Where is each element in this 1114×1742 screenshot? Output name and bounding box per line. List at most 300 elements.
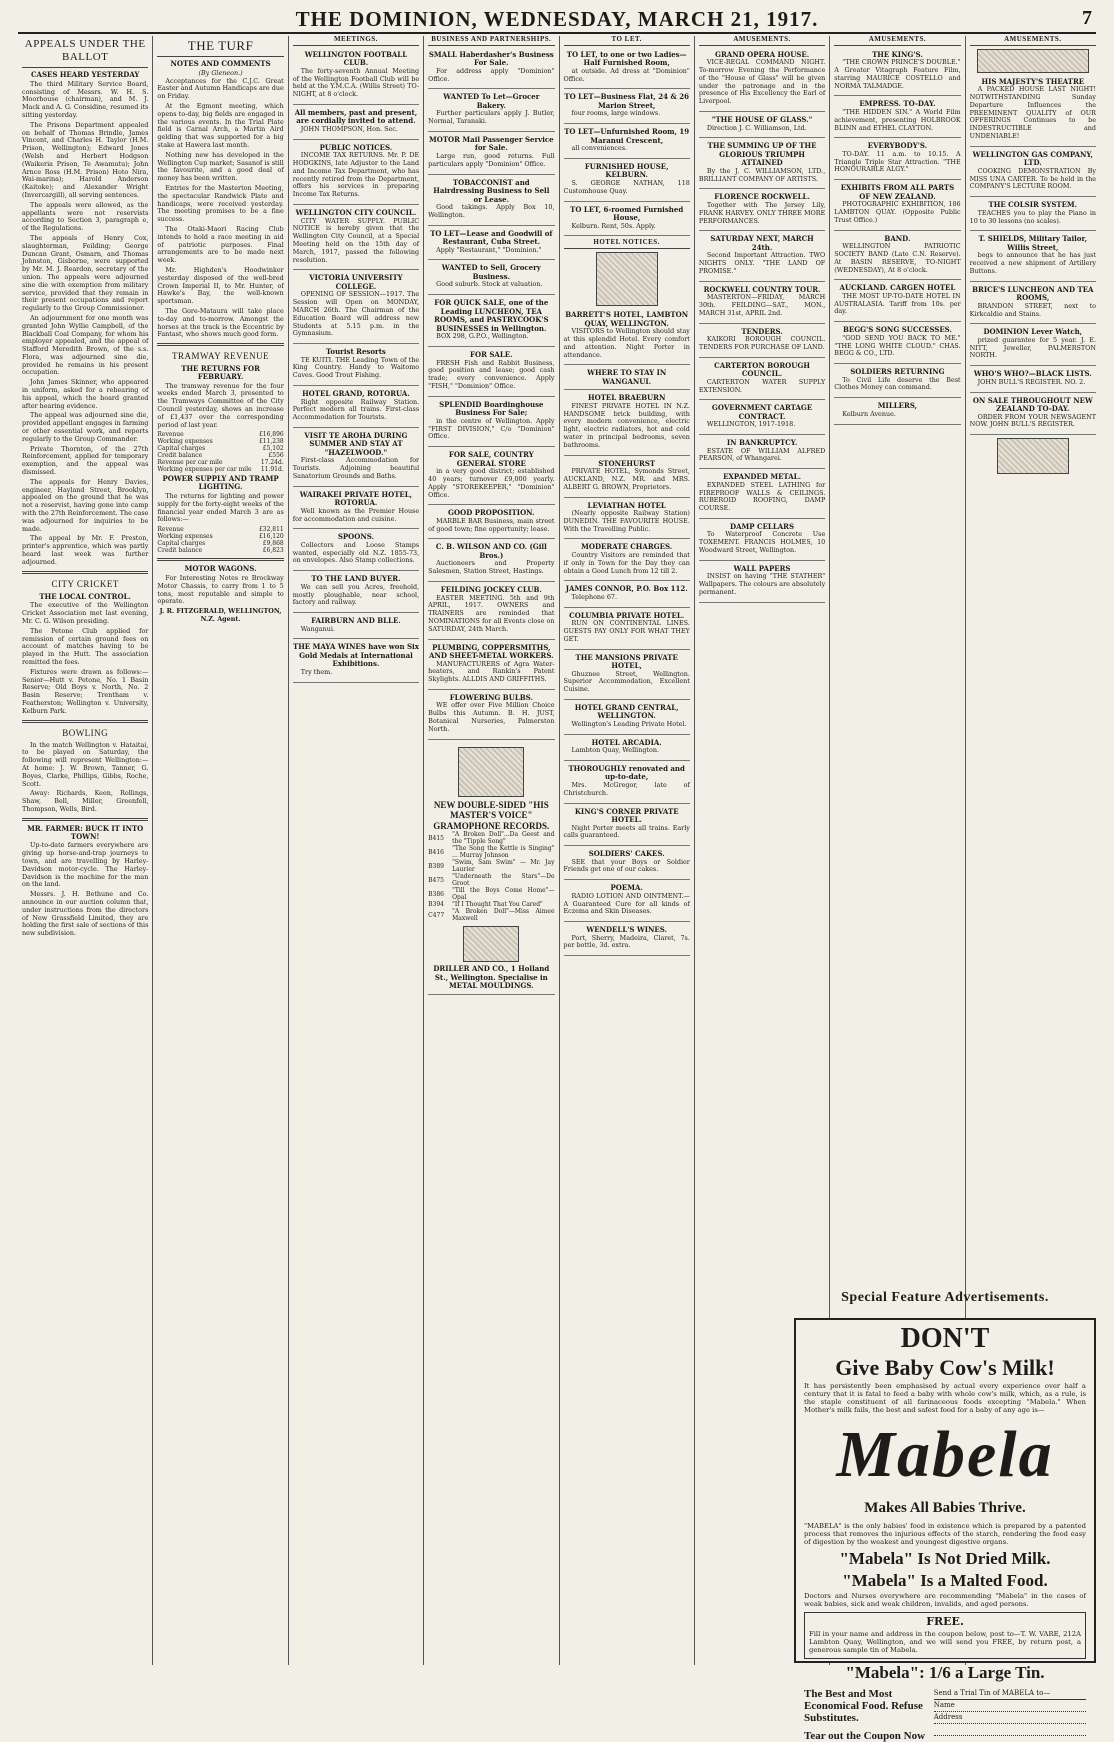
ad-caption: C. B. WILSON AND CO. (Gill Bros.) [435,542,547,560]
gramophone-ad [428,742,554,995]
ad-body: in a very good district; established 40 years; turnover £9,000 yearly. Apply "STOREKEEPER," "Dominion" Office. [428,467,555,499]
ad-body: Wellington's Leading Private Hotel. [571,719,687,728]
hotel-notices-head: HOTEL NOTICES. [564,239,690,249]
ad-caption: POEMA. [610,883,643,893]
ad-caption: SOLDIERS' CAKES. [588,849,665,859]
classified-ad [834,233,960,281]
turf-subhead: NOTES AND COMMENTS [170,59,271,68]
ad-caption: THOROUGHLY renovated and up-to-date, [568,763,685,782]
column-2 [153,36,288,1665]
ad-caption: GOOD PROPOSITION. [448,508,535,518]
ad-body: MANUFACTURERS of Agra Water-heaters, and Rankin's Patent Skylights. ALLDIS AND GRIFFITHS. [428,659,555,684]
mabela-footer [804,1688,1086,1742]
record-row [428,901,554,908]
tramway-headline: TRAMWAY REVENUE [172,351,270,362]
ad-caption: KING'S CORNER PRIVATE HOTEL. [574,806,679,825]
article-paragraph: Private Thornton, of the 27th Reinforcement, applied for temporary exemption, and the appeal was dismissed. [22,444,149,477]
classified-ad [564,541,690,581]
record-number: B416 [428,848,444,856]
classified-ad [699,437,825,469]
classified-ad [293,388,419,428]
ballot-headline: APPEALS UNDER THE BALLOT [24,38,146,63]
power-intro: The returns for lighting and power supply for the forty-eight weeks of the financial year ended March 3 are as follows:— [157,492,284,524]
ad-caption: GRAND OPERA HOUSE. [714,49,810,59]
classified-ad [834,282,960,322]
mabela-intro: It has persistently been emphasised by actual every experience over half a century that it is fatal to feed a baby with whole cow's milk, which, as a rule, is the staple constituent of all farinaceous foods excepting "Mabela." When Mother's milk fails, the best and safest food for a baby of any age is— [804,1382,1086,1414]
row-label: Working expenses per car mile [157,466,252,474]
tramway-intro: The tramway revenue for the four weeks ended March 3, presented to the Tramways Committee of the City Council yesterday, shows an increase of £1,437 over the corresponding period of last year. [157,381,284,429]
classified-ad [564,500,690,540]
article-paragraph: Mr. Highden's Hoodwinker yesterday disposed of the well-bred Crown Imperial II, to Mr. Hunter, of Hawke's Bay, the well-known sportsman. [157,265,284,306]
tolet-ads [564,49,690,237]
record-row [428,873,554,887]
mabela-coupon[interactable] [934,1688,1086,1736]
classified-ad [834,98,960,138]
mabela-body: "MABELA" is the only babies' food in existence which is prepared by a patented process that removes the injurious effects of the starch, rendering the food easy of digestion by the weakest and youngest digestive organs. [804,1522,1086,1546]
table-row [157,526,283,533]
classified-ad [834,366,960,398]
classified-ad [970,395,1096,436]
ad-caption: HIS MAJESTY'S THEATRE [981,76,1085,86]
ad-body: INCOME TAX RETURNS. Mr. P. DE HODGKINS, late Adjuster to the Land and Income Tax Department, who has recently retired from the Department, offers his services in preparing Income Tax Returns. [292,151,420,199]
ad-body: For address apply "Dominion" Office. [428,66,555,83]
power-table [157,526,283,554]
ad-caption: FOR SALE. [470,350,513,360]
ad-caption: FURNISHED HOUSE, KELBURN. [584,161,669,180]
ad-body: PHOTOGRAPHIC EXHIBITION, 186 LAMBTON QUAY. (Opposite Public Trust Office.) [834,200,961,224]
ad-caption: MODERATE CHARGES. [581,542,673,552]
turf-headline: THE TURF [187,38,254,53]
ad-caption: BAND. [884,233,911,243]
classified-ad [834,182,960,230]
turf-byline: (By Gleneon.) [198,68,243,77]
ad-caption: BARRETT'S HOTEL, LAMBTON QUAY, WELLINGTON. [565,310,689,328]
ad-body: RUN ON CONTINENTAL LINES. GUESTS PAY ONLY FOR WHAT THEY GET. [563,619,690,643]
masthead [18,6,1096,34]
ad-body: Right opposite Railway Station. Perfect modern all trains. First-class Accommodation for Tourists. [292,397,420,422]
classified-ad [699,326,825,358]
column-5 [560,36,695,1665]
ad-body: COOKING DEMONSTRATION By MISS UNA CARTER. To be held in the COMPANY'S LECTURE ROOM. [969,166,1096,191]
ad-body: Together with The Jersey Lily, FRANK HARVEY. ONLY THREE MORE PERFORMANCES. [698,200,826,225]
ad-caption: AUCKLAND. CARGEN HOTEL [839,283,956,293]
mabela-best-food: The Best and Most Economical Food. Refuse Substitutes. [804,1688,923,1724]
ad-body: TE KUITI. THE Leading Town of the King Country. Handy to Waitomo Caves. Good Trout Fishing. [292,355,420,380]
classified-ad [428,49,554,90]
column-1 [18,36,153,1665]
classified-ad [699,563,825,603]
classified-ad [834,324,960,364]
ad-caption: PUBLIC NOTICES. [319,142,393,152]
mabela-foot-left [804,1688,928,1742]
ad-caption: THE SUMMING UP OF THE GLORIOUS TRIUMPH ATTAINED [707,141,817,168]
ad-caption: EVERYBODY'S. [867,141,928,151]
classified-ad [834,400,960,424]
row-value: 17.24d. [260,459,284,467]
ad-caption: VICTORIA UNIVERSITY COLLEGE. [309,273,403,291]
classified-ad [428,177,554,226]
classified-ad [970,284,1096,325]
ad-body: WELLINGTON PATRIOTIC SOCIETY BAND (Late C.N. Reserve). At BASIN RESERVE, TO-NIGHT (WEDNESDAY), At 8 o'clock. [834,242,961,274]
row-value: £11,238 [258,438,284,446]
ad-body: (Nearly opposite Railway Station) DUNEDIN. THE FAVOURITE HOUSE. With the Travelling Public. [563,509,690,533]
mabela-free-box [804,1612,1086,1659]
ad-caption: SMALL Haberdasher's Business For Sale. [428,49,554,68]
ad-body: Good takings. Apply Box 10, Wellington. [428,203,555,219]
ad-caption: BEGG'S SONG SUCCESSES. [842,325,952,335]
ad-body: First-class Accommodation for Tourists. Adjoining beautiful Sanatorium Grounds and Baths. [292,456,420,480]
ad-body: PRIVATE HOTEL, Symonds Street, AUCKLAND, N.Z. MR. and MRS. ALBERT G. BROWN, Proprietors. [563,467,690,491]
farmer-headline: MR. FARMER: BUCK IT INTO TOWN! [27,823,144,841]
tramway-subhead: THE RETURNS FOR FEBRUARY. [181,364,260,381]
article-paragraph: The executive of the Wellington Cricket Association met last evening, Mr. C. G. Wilson presiding. [22,601,149,625]
classified-ad [970,368,1096,392]
barretts-hotel-illustration [596,252,658,306]
article-paragraph: The appeals for Henry Davies, engineer, Hayland Street, Brooklyn, appealed on the ground that he was not a reservist, having gone into camp with the 27th Reinforcement. The case was adjourned for inquiries to be made. [22,477,149,533]
ad-caption: WALL PAPERS [733,563,791,573]
article-paragraph: Messrs. J. H. Bethune and Co. announce in our auction column that, under instructions from the directors of New Grassfield Limited, they are holding the first sale of sections of this new subdivision. [22,890,149,938]
classified-ad [564,924,690,956]
ad-body: VISITORS to Wellington should stay at this splendid Hotel. Every comfort and attention. Night Porter in attendance. [563,327,690,359]
record-title: "A Broken Doll"...Da Geest and the "Tipple Song" [452,831,555,846]
ad-body: CITY WATER SUPPLY. PUBLIC NOTICE is hereby given that the Wellington City Council, at a Special Meeting held on the 15th day of March, 1917, passed the following resolution. [292,216,420,264]
classified-ad [428,228,554,261]
classified-ad [564,91,690,124]
classified-ad [428,91,554,132]
turf-article [157,78,283,340]
classified-ad [699,402,825,435]
classified-ad [428,541,554,582]
ad-caption: WELLINGTON FOOTBALL CLUB. [304,49,408,68]
special-feature-heading: Special Feature Advertisements. [841,1290,1049,1305]
classified-ad [564,161,690,202]
ad-caption: SPLENDID Boardinghouse Business For Sale; [439,399,544,418]
ad-caption: WELLINGTON CITY COUNCIL. [295,208,417,218]
classified-ad [428,642,554,690]
ad-caption: WHERE TO STAY IN WANGANUI. [587,368,667,386]
farmer-article [22,842,148,938]
classified-ad [970,233,1096,281]
row-label: Credit balance [157,547,203,555]
record-number: B389 [428,862,444,870]
classified-ad [564,737,690,761]
ballot-article [22,81,148,567]
classified-ad [699,233,825,281]
record-title: "The Song the Kettle is Singing" ... Murray Johnson [452,845,555,860]
classified-ad [970,326,1096,366]
theatre-and-retail-ads [970,76,1096,435]
ad-body: Lambton Quay, Wellington. [571,746,659,755]
ad-body: all conveniences. [571,144,628,153]
coupon-address-field[interactable]: Address [934,1712,1086,1724]
ad-caption: WENDELL'S WINES. [586,925,667,935]
classified-ad [564,583,690,607]
ad-caption: HOTEL ARCADIA. [591,737,662,747]
cricket-article [22,602,148,715]
classified-ad [293,489,419,530]
ad-body: EXPANDED STEEL LATHING for FIREPROOF WALLS & CEILINGS. RUBEROID ROOFING, DAMP COURSE. [698,480,826,513]
classified-ad [428,449,554,505]
ad-caption: HOTEL GRAND CENTRAL, WELLINGTON. [574,702,679,721]
classified-ad [699,521,825,561]
row-value: 11.91d. [260,466,284,474]
ad-caption: FLORENCE ROCKWELL. [714,192,810,202]
coupon-address-line[interactable] [934,1724,1086,1736]
row-value: £16,896 [258,431,284,439]
record-number: B415 [428,834,444,842]
article-paragraph: Away: Richards, Keen, Rollings, Shaw, Bell, Miller, Greenfell, Thompson, Wells, Bird. [22,789,149,813]
classified-ad [428,262,554,295]
classified-ad [564,702,690,735]
ad-caption: THE KING'S. [872,49,923,59]
ad-caption: All members, past and present, are cordially invited to attend. [294,107,418,126]
classified-ad [834,140,960,180]
ad-body: prized guarantee for 5 year. J. E. NITT, Jeweller, PALMERSTON NORTH. [969,335,1096,360]
classified-ad [564,309,690,365]
ad-body: Collectors and Loose Stamps wanted, especially old N.Z. 1855-73, on envelopes. Also Stamp collections. [292,540,420,565]
classified-ad [428,297,554,347]
amusements-column-head-1: AMUSEMENTS. [699,36,825,46]
his-majestys-banner [977,49,1089,73]
record-number: B386 [428,890,444,898]
classified-ad [699,191,825,231]
mabela-body-2: Doctors and Nurses everywhere are recommending "Mabela" in the cases of weak babies, sick and weak children, invalids, and aged persons. [804,1592,1086,1608]
ad-caption: EXPANDED METAL. [723,472,802,482]
motor-signature: J. R. FITZGERALD, WELLINGTON, N.Z. Agent. [159,607,282,624]
business-column-head: BUSINESS AND PARTNERSHIPS. [428,36,554,46]
ad-body: BOX 298, G.P.O., Wellington. [436,332,529,341]
classified-ad [699,360,825,401]
classified-ad [970,149,1096,197]
ad-body: MASTERTON—FRIDAY, MARCH 30th. FEILDING—SAT., MON., MARCH 31st, APRIL 2nd. [698,293,826,317]
ad-body: We can sell you Acres, freehold, mostly ploughable, near school, factory and railway. [292,582,420,607]
artillery-illustration [997,438,1069,474]
ad-body: RADIO LOTION AND OINTMENT.—A Guaranteed Cure for all kinds of Eczema and Skin Diseases. [563,891,690,916]
ad-body: Try them. [300,667,333,676]
record-title: "Swim, Sam Swim" — Mr. Jay Laurier [452,859,555,874]
mabela-tear-out: Tear out the Coupon Now [804,1730,926,1742]
record-number: C477 [428,911,445,919]
ad-caption: HOTEL BRAEBURN [588,393,666,403]
table-row [157,452,283,459]
ad-caption: TO LET, 6-roomed Furnished House, [570,204,684,223]
classified-ad [699,49,825,112]
ad-body: SEE that your Boys or Soldier Friends get one of our cakes. [563,857,690,874]
ad-body: "THE CROWN PRINCE'S DOUBLE." A Greater Vitagraph Feature Film, starring MAURICE COSTELLO and NORMA TALMADGE. [834,58,961,90]
classified-ad [428,507,554,539]
classified-ad [428,349,554,397]
table-row [157,540,283,547]
motor-text: For Interesting Notes re Brockway Motor Chassis, to carry from 1 to 5 tons, most reputable and simple to operate. [157,574,284,606]
ad-body: WE offer over Five Million Choice Bulbs this Autumn. B. H. JUST, Botanical Nurseries, Palmerston North. [428,701,555,733]
ad-body: KAIKORI BOROUGH COUNCIL. TENDERS FOR PURCHASE OF LAND. [698,335,826,351]
ad-caption: T. SHIELDS, Military Tailor, Willis Street, [978,234,1088,252]
classified-ad [699,114,825,138]
record-row [428,831,554,845]
ad-caption: MOTOR Mail Passenger Service for Sale. [429,134,554,153]
classified-ad [293,615,419,639]
ad-body: TEACHES you to play the Piano in 10 to 30 lessons (no scales). [969,208,1096,225]
ad-body: Second Important Attraction. TWO NIGHTS ONLY. "THE LAND OF PROMISE." [698,251,826,275]
classified-ad [564,367,690,390]
ballot-subhead: CASES HEARD YESTERDAY [30,70,140,79]
record-title: "A Broken Doll"—Miss Aimee Maxwell [452,908,555,923]
ad-caption: TO LET—Lease and Goodwill of Restaurant, Cuba Street. [430,228,553,247]
ad-caption: BRICE'S LUNCHEON AND TEA ROOMS, [972,284,1094,303]
ad-caption: TOBACCONIST and Hairdressing Business to Sell or Lease. [433,177,550,204]
article-paragraph: The Otaki-Maori Racing Club intends to hold a race meeting in aid of patriotic purposes. Final arrangements are to be made next week. [157,224,284,265]
meetings-ads [293,49,419,683]
ad-caption: VISIT TE AROHA DURING SUMMER AND STAY AT "HAZELWOOD." [304,430,408,457]
record-number: B394 [428,901,444,909]
ad-body: begs to announce that he has just received a new shipment of Artillery Buttons. [969,251,1096,275]
ad-caption: TO LET—Unfurnished Room, 19 Maranui Crescent, [564,127,690,145]
ad-body: BRANDON STREET, next to Kirkcaldie and Stains. [969,301,1096,318]
ad-body: "GOD SEND YOU BACK TO ME." "THE LONG WHITE CLOUD." CHAS. BEGG & CO., LTD. [834,333,961,358]
article-paragraph: In the match Wellington v. Hataitai, to be played on Saturday, the following will represent Wellington:—At home: J. W. Brown, Tanner, G. Boyes, Clarke, Phillips, Gibbs, Roche, Scott. [22,740,149,788]
row-value: £32,811 [258,526,284,534]
article-paragraph: The third Military Service Board, consisting of Messrs. W. H. S. Moorhouse (chairman), and M. J. Mack and A. G. Considine, resumed its sitting yesterday. [22,79,149,119]
ad-body: Port, Sherry, Madeira, Claret, 7s. per bottle, 3d. extra. [563,933,690,950]
classified-ad [834,49,960,97]
classified-ad [293,142,419,205]
power-headline: POWER SUPPLY AND TRAMP LIGHTING. [162,474,279,492]
ad-body: EASTER MEETING. 5th and 9th APRIL, 1917. OWNERS and TRAINERS are reminded that NOMINATIONS for all Events close on SATURDAY, 24th March. [428,593,555,633]
ad-caption: JAMES CONNOR, P.O. Box 112. [565,584,688,594]
ad-caption: LEVIATHAN HOTEL [587,500,666,510]
ad-body: WELLINGTON, 1917-1918. [706,420,796,429]
motor-headline: MOTOR WAGONS. [184,564,257,574]
ad-caption: THE MAYA WINES have won Six Gold Medals at International Exhibitions. [292,642,419,669]
article-paragraph: The Petone Club applied for remission of certain ground fees on account of matches having to be played in the Hutt. The association remitted the fees. [22,626,149,666]
table-row [157,533,283,540]
record-title: "Till the Boys Come Home"—Opal [452,887,555,902]
ad-body: Wanganui. [300,624,335,633]
article-paragraph: An adjournment for one month was granted John Wyllie Campbell, of the Blackball Coal Company, for whom his employer appealed, and the appeal of Stafford Meredith Brown, of the s.s. Flora, was adjourned sine die, provided he remains in his present occupation. [22,313,149,377]
coupon-heading: Send a Trial Tin of MABELA to— [934,1688,1086,1700]
table-row [157,459,283,466]
row-value: £556 [268,452,284,460]
ad-caption: FAIRBURN AND BLLE. [311,616,401,626]
tramway-table [157,431,283,473]
article-paragraph: The Gore-Mataura will take place to-day and to-morrow. Amongst the horses at the track is the Eccentric by Fantast, who shows much good form. [157,306,284,339]
ad-caption: TENDERS. [741,326,783,336]
record-number: B475 [428,876,444,884]
ad-caption: PLUMBING, COPPERSMITHS, AND SHEET-METAL WORKERS. [429,642,554,660]
ad-caption: GOVERNMENT CARTAGE CONTRACT. [711,403,813,421]
ad-body: Country Visitors are reminded that if only in Town for the Day they can obtain a Good Lunch from 12 till 2. [563,550,690,575]
ad-body: OPENING OF SESSION—1917. The Session will Open on MONDAY, MARCH 26th. The Chairman of the Education Board will address new Students at 5.15 p.m. in the Gymnasium. [292,290,420,338]
ad-caption: FOR QUICK SALE, one of the Leading LUNCHEON, TEA ROOMS, and PASTRYCOOK'S BUSINESSES in Wellington. [434,298,549,333]
classified-ad [564,806,690,847]
table-row [157,438,283,445]
driller-ad: DRILLER AND CO., 1 Holland St., Wellington. Specialise in METAL MOULDINGS. [433,964,550,991]
ad-body: Large run, good returns. Full particulars apply "Dominion" Office. [428,151,555,168]
ad-caption: DOMINION Lever Watch, [983,327,1083,337]
ad-body: Auctioneers and Property Salesmen, Station Street, Hastings. [428,559,555,576]
record-list [428,831,554,922]
classified-ad [564,49,690,90]
article-paragraph: The appeal was adjourned sine die, provided appellant engages in farming or other essential work, and reports regularly to the Group Commander. [22,411,149,443]
ad-caption: SOLDIERS RETURNING [850,367,945,377]
ad-body: S. GEORGE NATHAN, 118 Customhouse Quay. [563,178,690,195]
record-title: "If I Thought That You Cared" [452,901,543,909]
row-value: £6,823 [262,547,284,555]
ad-body: To Civil Life deserve the Best Clothes Money can command. [834,375,961,392]
classified-ad [293,49,419,105]
bowling-headline: BOWLING [62,727,109,738]
hotel-ads [564,309,690,956]
ad-caption: WANTED to Sell, Grocery Business. [441,263,541,281]
ad-body: four rooms, large windows. [571,109,661,118]
table-row [157,445,283,452]
mabela-thrive: Makes All Babies Thrive. [864,1500,1026,1516]
ad-body: The forty-seventh Annual Meeting of the Wellington Football Club will be held at the Y.M.C.A. (Willis Street) TO-NIGHT, at 8 o'clock. [292,66,420,99]
column-4 [424,36,559,1665]
business-ads [428,49,554,740]
article-paragraph: Entries for the Masterton Meeting, the spectacular Randwick Plate and handicaps, were received yesterday. The meeting promises to be a fine success. [157,183,284,224]
record-title: "Underneath the Stars"—De Groot [452,873,555,888]
ad-body: Mrs. McGregor, late of Christchurch. [563,780,690,797]
article-paragraph: The Prisons Department appealed on behalf of Thomas Brindle, James Vincent, and Charles H. Taylor (H.M. Prison, Wellington); Edward Jones (Welsh and Herbert Hodgson (Waikeria Prison, Te Awamutu); John Arnce Ross (H.M. Prison) Hoto Nira, Wai-marina); Harold Anderson (Kaitoke); and Alexander Wright (Invercargill), all serving sentences. [22,120,149,199]
ad-caption: FEILDING JOCKEY CLUB. [440,585,542,595]
classified-ad [564,204,690,237]
article-paragraph: At the Egmont meeting, which opens to-day, big fields are engaged in the various events. In the Trial Plate field is Carnal Arch, a Martin Aird gelding that was supported for a big stake at Hawera last month. [157,101,284,149]
ad-body: TO-DAY. 11 a.m. to 10.15. A Triangle Triple Star Attraction. "THE HONOURABLE ALGY." [834,149,961,174]
classified-ad [293,272,419,344]
ad-body: Telephone 67. [571,592,618,601]
ad-caption: DAMP CELLARS [730,521,795,531]
record-row [428,887,554,901]
classified-ad [564,763,690,804]
record-row [428,908,554,922]
ad-body: MARBLE BAR Business, main street of good town; fine opportunity; lease. [428,516,555,533]
ad-caption: STONEHURST [598,458,656,468]
classified-ad [699,471,825,519]
classified-ad [970,76,1096,147]
coupon-name-field[interactable]: Name [934,1700,1086,1712]
ad-caption: TO LET—Business Flat, 24 & 26 Marion Street, [564,92,689,110]
classified-ad [293,573,419,613]
ad-body: in the centre of Wellington. Apply "FIRST DIVISION," C/o "Dominion" Office. [428,416,555,441]
ad-caption: ROCKWELL COUNTRY TOUR. [703,284,821,294]
mabela-logo: Mabela [836,1418,1054,1491]
mabela-dont: DON'T [900,1323,990,1354]
ad-caption: WELLINGTON GAS COMPANY, LTD. [972,149,1093,168]
ad-caption: TO THE LAND BUYER. [311,574,401,584]
table-row [157,431,283,438]
ad-caption: Tourist Resorts [326,347,386,357]
ad-body: Direction J. C. Williamson, Ltd. [706,123,807,132]
ad-caption: TO LET, to one or two Ladies—Half Furnished Room, [566,49,687,68]
article-paragraph: John James Skinner, who appeared in uniform, asked for a rehearing of his appeal, which the board granted after hearing evidence. [22,378,149,410]
ad-body: Further particulars apply J. Butler, Normal, Taranaki. [428,109,555,126]
classified-ad [293,641,419,682]
table-row [157,547,283,554]
classified-ad [293,346,419,386]
row-value: £16,120 [258,533,284,541]
ad-body: ESTATE OF WILLIAM ALFRED PEARSON, of Whangarei. [698,446,826,463]
ad-body: CARTERTON WATER SUPPLY EXTENSION. [698,377,826,394]
ad-body: Night Porter meets all trains. Early calls guaranteed. [563,823,690,840]
amusements-column-head-2: AMUSEMENTS. [834,36,960,46]
gramophone-headline: NEW DOUBLE-SIDED "HIS MASTER'S VOICE" GRAMOPHONE RECORDS. [433,799,550,831]
ad-caption: EXHIBITS FROM ALL PARTS OF NEW ZEALAND. [840,183,955,201]
ad-caption: "THE HOUSE OF GLASS." [711,115,813,125]
table-row [157,466,283,473]
ad-body: ORDER FROM YOUR NEWSAGENT NOW. JOHN BULL'S REGISTER. [969,412,1096,429]
ad-caption: EMPRESS. TO-DAY. [859,99,936,109]
